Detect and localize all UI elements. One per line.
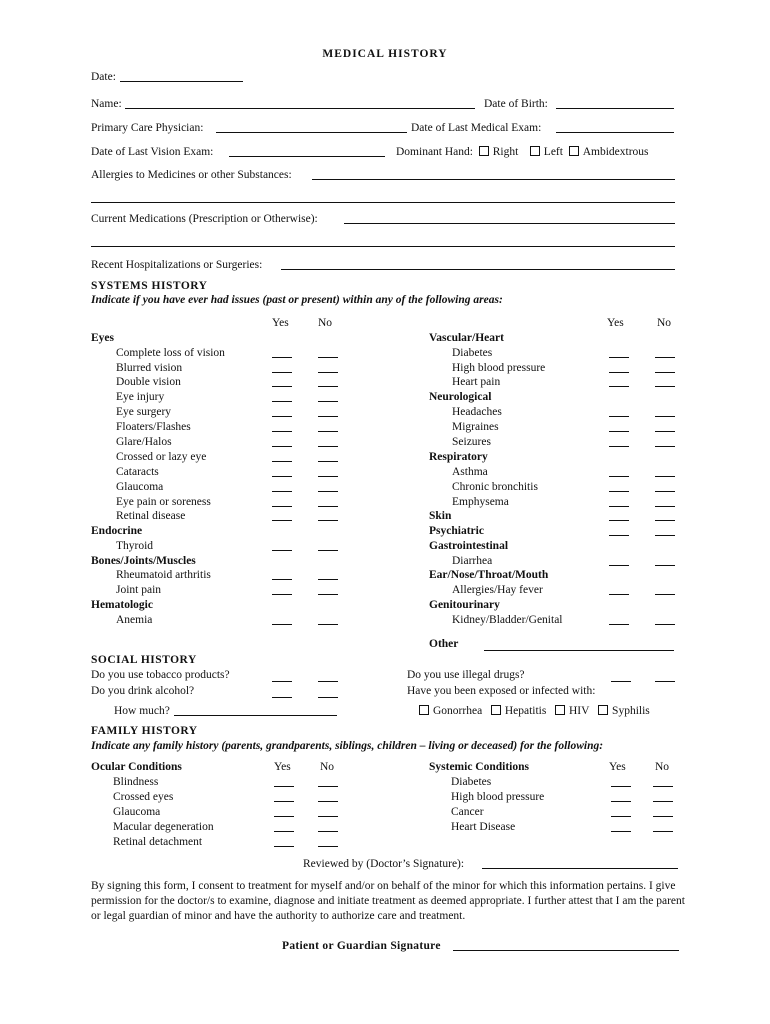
yes-blank[interactable] [609, 357, 629, 358]
condition-label: Diarrhea [452, 555, 493, 567]
syphilis-label: Syphilis [612, 705, 650, 717]
no-blank[interactable] [655, 565, 675, 566]
yes-blank[interactable] [274, 801, 294, 802]
yes-blank[interactable] [272, 506, 292, 507]
hospitalizations-label: Recent Hospitalizations or Surgeries: [91, 259, 263, 271]
no-blank[interactable] [653, 801, 673, 802]
hospitalizations-field[interactable] [281, 269, 675, 270]
tobacco-no-blank[interactable] [318, 681, 338, 682]
condition-label: Joint pain [116, 584, 162, 596]
condition-label: Blurred vision [116, 362, 183, 374]
allergies-label: Allergies to Medicines or other Substances: [91, 169, 292, 181]
yes-blank[interactable] [272, 550, 292, 551]
category-label: Hematologic [91, 599, 153, 611]
yes-blank[interactable] [609, 594, 629, 595]
other-field[interactable] [484, 650, 674, 651]
dob-field[interactable] [556, 108, 674, 109]
no-blank[interactable] [655, 416, 675, 417]
yes-header: Yes [272, 317, 289, 329]
consent-paragraph: By signing this form, I consent to treatment for myself and/or on behalf of the minor for which this information pertains. I give permission for the doctor/s to examine, diagnose and initiate treatment as deemed appropriate. I further attest that I am the parent or legal guardian of minor and have the authority to authorize care and treatment. [91, 880, 685, 922]
date-label: Date: [91, 71, 116, 83]
yes-blank[interactable] [609, 476, 629, 477]
no-blank[interactable] [655, 624, 675, 625]
allergies-field[interactable] [312, 179, 675, 180]
hiv-label: HIV [568, 705, 590, 717]
dominant-hand [396, 145, 649, 159]
ocular-condition-label: Crossed eyes [113, 791, 174, 803]
condition-label: Migraines [452, 421, 499, 433]
condition-label: Asthma [452, 466, 488, 478]
category-label: Skin [429, 510, 452, 522]
no-blank[interactable] [653, 831, 673, 832]
no-blank[interactable] [318, 446, 338, 447]
category-label: Genitourinary [429, 599, 500, 611]
condition-label: Anemia [116, 614, 153, 626]
yes-blank[interactable] [274, 816, 294, 817]
no-blank[interactable] [318, 357, 338, 358]
no-blank[interactable] [655, 506, 675, 507]
drugs-yes-blank[interactable] [611, 681, 631, 682]
yes-blank[interactable] [272, 431, 292, 432]
pcp-field[interactable] [216, 132, 407, 133]
patient-signature-field[interactable] [453, 950, 679, 951]
last-exam-field[interactable] [556, 132, 674, 133]
no-blank[interactable] [318, 801, 338, 802]
no-blank[interactable] [318, 506, 338, 507]
ocular-condition-label: Glaucoma [113, 806, 161, 818]
no-blank[interactable] [655, 535, 675, 536]
condition-label: Thyroid [116, 540, 154, 552]
hand-right-label: Right [492, 146, 519, 158]
dominant-hand-label: Dominant Hand: [396, 146, 473, 158]
checkbox-icon[interactable] [569, 146, 579, 156]
condition-label: Chronic bronchitis [452, 481, 538, 493]
alcohol-yes-blank[interactable] [272, 697, 292, 698]
no-blank[interactable] [655, 386, 675, 387]
condition-label: Glaucoma [116, 481, 164, 493]
last-vision-label: Date of Last Vision Exam: [91, 146, 214, 158]
checkbox-icon[interactable] [598, 705, 608, 715]
no-header: No [655, 761, 670, 773]
yes-blank[interactable] [609, 565, 629, 566]
condition-label: Headaches [452, 406, 502, 418]
yes-blank[interactable] [609, 491, 629, 492]
condition-label: Allergies/Hay fever [452, 584, 543, 596]
yes-blank[interactable] [609, 431, 629, 432]
condition-label: Emphysema [452, 496, 509, 508]
hand-ambidextrous-label: Ambidextrous [582, 146, 649, 158]
condition-label: Rheumatoid arthritis [116, 569, 211, 581]
yes-blank[interactable] [272, 416, 292, 417]
condition-label: Complete loss of vision [116, 347, 225, 359]
yes-blank[interactable] [272, 594, 292, 595]
pcp-label: Primary Care Physician: [91, 122, 204, 134]
systems-heading: SYSTEMS HISTORY [91, 280, 208, 292]
yes-blank[interactable] [611, 786, 631, 787]
category-label: Respiratory [429, 451, 488, 463]
ocular-condition-label: Retinal detachment [113, 836, 203, 848]
no-blank[interactable] [318, 416, 338, 417]
no-blank[interactable] [655, 446, 675, 447]
no-blank[interactable] [318, 579, 338, 580]
gonorrhea-label: Gonorrhea [433, 705, 483, 717]
medications-field-2[interactable] [91, 246, 675, 247]
ocular-condition-label: Blindness [113, 776, 159, 788]
exposed-label: Have you been exposed or infected with: [407, 685, 596, 697]
yes-blank[interactable] [609, 506, 629, 507]
checkbox-icon[interactable] [491, 705, 501, 715]
yes-blank[interactable] [274, 831, 294, 832]
no-blank[interactable] [318, 386, 338, 387]
yes-blank[interactable] [609, 535, 629, 536]
hand-left-label: Left [543, 146, 563, 158]
condition-label: Double vision [116, 376, 181, 388]
category-label: Eyes [91, 332, 114, 344]
no-blank[interactable] [318, 550, 338, 551]
condition-label: Retinal disease [116, 510, 186, 522]
yes-blank[interactable] [272, 476, 292, 477]
last-vision-field[interactable] [229, 156, 385, 157]
how-much-field[interactable] [174, 715, 337, 716]
systemic-condition-label: Cancer [451, 806, 484, 818]
no-blank[interactable] [318, 624, 338, 625]
tobacco-yes-blank[interactable] [272, 681, 292, 682]
yes-header: Yes [607, 317, 624, 329]
checkbox-icon[interactable] [530, 146, 540, 156]
condition-label: Cataracts [116, 466, 159, 478]
yes-blank[interactable] [609, 446, 629, 447]
category-label: Neurological [429, 391, 492, 403]
systemic-condition-label: High blood pressure [451, 791, 545, 803]
category-label: Psychiatric [429, 525, 484, 537]
category-label: Gastrointestinal [429, 540, 509, 552]
category-label: Bones/Joints/Muscles [91, 555, 196, 567]
name-field[interactable] [125, 108, 475, 109]
family-instruction: Indicate any family history (parents, grandparents, siblings, children – living or deceased) for the following: [91, 740, 604, 752]
yes-blank[interactable] [609, 372, 629, 373]
condition-label: Kidney/Bladder/Genital [452, 614, 563, 626]
condition-label: High blood pressure [452, 362, 546, 374]
no-blank[interactable] [655, 476, 675, 477]
yes-blank[interactable] [611, 801, 631, 802]
yes-blank[interactable] [272, 401, 292, 402]
systems-instruction: Indicate if you have ever had issues (past or present) within any of the following areas: [91, 294, 503, 306]
hepatitis-label: Hepatitis [504, 705, 547, 717]
condition-label: Diabetes [452, 347, 493, 359]
date-field[interactable] [120, 81, 243, 82]
reviewed-label: Reviewed by (Doctor’s Signature): [303, 858, 465, 870]
name-label: Name: [91, 98, 122, 110]
no-blank[interactable] [655, 594, 675, 595]
checkbox-icon[interactable] [479, 146, 489, 156]
category-label: Vascular/Heart [429, 332, 504, 344]
yes-blank[interactable] [272, 520, 292, 521]
how-much-label: How much? [114, 705, 170, 717]
no-blank[interactable] [318, 476, 338, 477]
drugs-label: Do you use illegal drugs? [407, 669, 525, 681]
no-blank[interactable] [318, 594, 338, 595]
yes-blank[interactable] [272, 446, 292, 447]
yes-header: Yes [609, 761, 626, 773]
yes-blank[interactable] [611, 831, 631, 832]
no-blank[interactable] [655, 431, 675, 432]
no-header: No [657, 317, 672, 329]
condition-label: Seizures [452, 436, 491, 448]
no-blank[interactable] [653, 816, 673, 817]
condition-label: Heart pain [452, 376, 501, 388]
alcohol-label: Do you drink alcohol? [91, 685, 195, 697]
doctor-signature-field[interactable] [482, 868, 678, 869]
no-blank[interactable] [318, 846, 338, 847]
yes-blank[interactable] [272, 357, 292, 358]
family-heading: FAMILY HISTORY [91, 725, 198, 737]
yes-blank[interactable] [272, 372, 292, 373]
no-blank[interactable] [318, 491, 338, 492]
tobacco-label: Do you use tobacco products? [91, 669, 230, 681]
no-blank[interactable] [318, 816, 338, 817]
systemic-condition-label: Diabetes [451, 776, 492, 788]
systemic-heading: Systemic Conditions [429, 761, 529, 773]
category-label: Ear/Nose/Throat/Mouth [429, 569, 549, 581]
category-label: Endocrine [91, 525, 143, 537]
yes-blank[interactable] [274, 846, 294, 847]
page-title: MEDICAL HISTORY [322, 48, 448, 60]
no-blank[interactable] [318, 786, 338, 787]
alcohol-no-blank[interactable] [318, 697, 338, 698]
condition-label: Eye injury [116, 391, 165, 403]
medications-field[interactable] [344, 223, 675, 224]
yes-blank[interactable] [272, 624, 292, 625]
yes-blank[interactable] [272, 386, 292, 387]
condition-label: Eye pain or soreness [116, 496, 211, 508]
yes-blank[interactable] [609, 416, 629, 417]
no-blank[interactable] [655, 372, 675, 373]
no-blank[interactable] [318, 401, 338, 402]
infection-options [419, 704, 650, 718]
signature-label: Patient or Guardian Signature [282, 940, 441, 952]
ocular-condition-label: Macular degeneration [113, 821, 214, 833]
yes-blank[interactable] [611, 816, 631, 817]
checkbox-icon[interactable] [555, 705, 565, 715]
no-blank[interactable] [318, 461, 338, 462]
no-blank[interactable] [655, 491, 675, 492]
condition-label: Floaters/Flashes [116, 421, 191, 433]
no-blank[interactable] [318, 520, 338, 521]
systemic-condition-label: Heart Disease [451, 821, 516, 833]
yes-blank[interactable] [609, 624, 629, 625]
yes-blank[interactable] [274, 786, 294, 787]
yes-blank[interactable] [609, 520, 629, 521]
yes-blank[interactable] [272, 461, 292, 462]
no-blank[interactable] [318, 372, 338, 373]
no-blank[interactable] [653, 786, 673, 787]
yes-blank[interactable] [609, 386, 629, 387]
yes-blank[interactable] [272, 579, 292, 580]
no-header: No [318, 317, 333, 329]
last-exam-label: Date of Last Medical Exam: [411, 122, 542, 134]
social-heading: SOCIAL HISTORY [91, 654, 197, 666]
ocular-heading: Ocular Conditions [91, 761, 182, 773]
checkbox-icon[interactable] [419, 705, 429, 715]
no-blank[interactable] [318, 431, 338, 432]
no-blank[interactable] [655, 520, 675, 521]
yes-blank[interactable] [272, 491, 292, 492]
allergies-field-2[interactable] [91, 202, 675, 203]
drugs-no-blank[interactable] [655, 681, 675, 682]
condition-label: Eye surgery [116, 406, 172, 418]
medications-label: Current Medications (Prescription or Otherwise): [91, 213, 318, 225]
no-header: No [320, 761, 335, 773]
condition-label: Crossed or lazy eye [116, 451, 207, 463]
no-blank[interactable] [655, 357, 675, 358]
dob-label: Date of Birth: [484, 98, 548, 110]
no-blank[interactable] [318, 831, 338, 832]
other-label: Other [429, 638, 459, 650]
condition-label: Glare/Halos [116, 436, 172, 448]
yes-header: Yes [274, 761, 291, 773]
